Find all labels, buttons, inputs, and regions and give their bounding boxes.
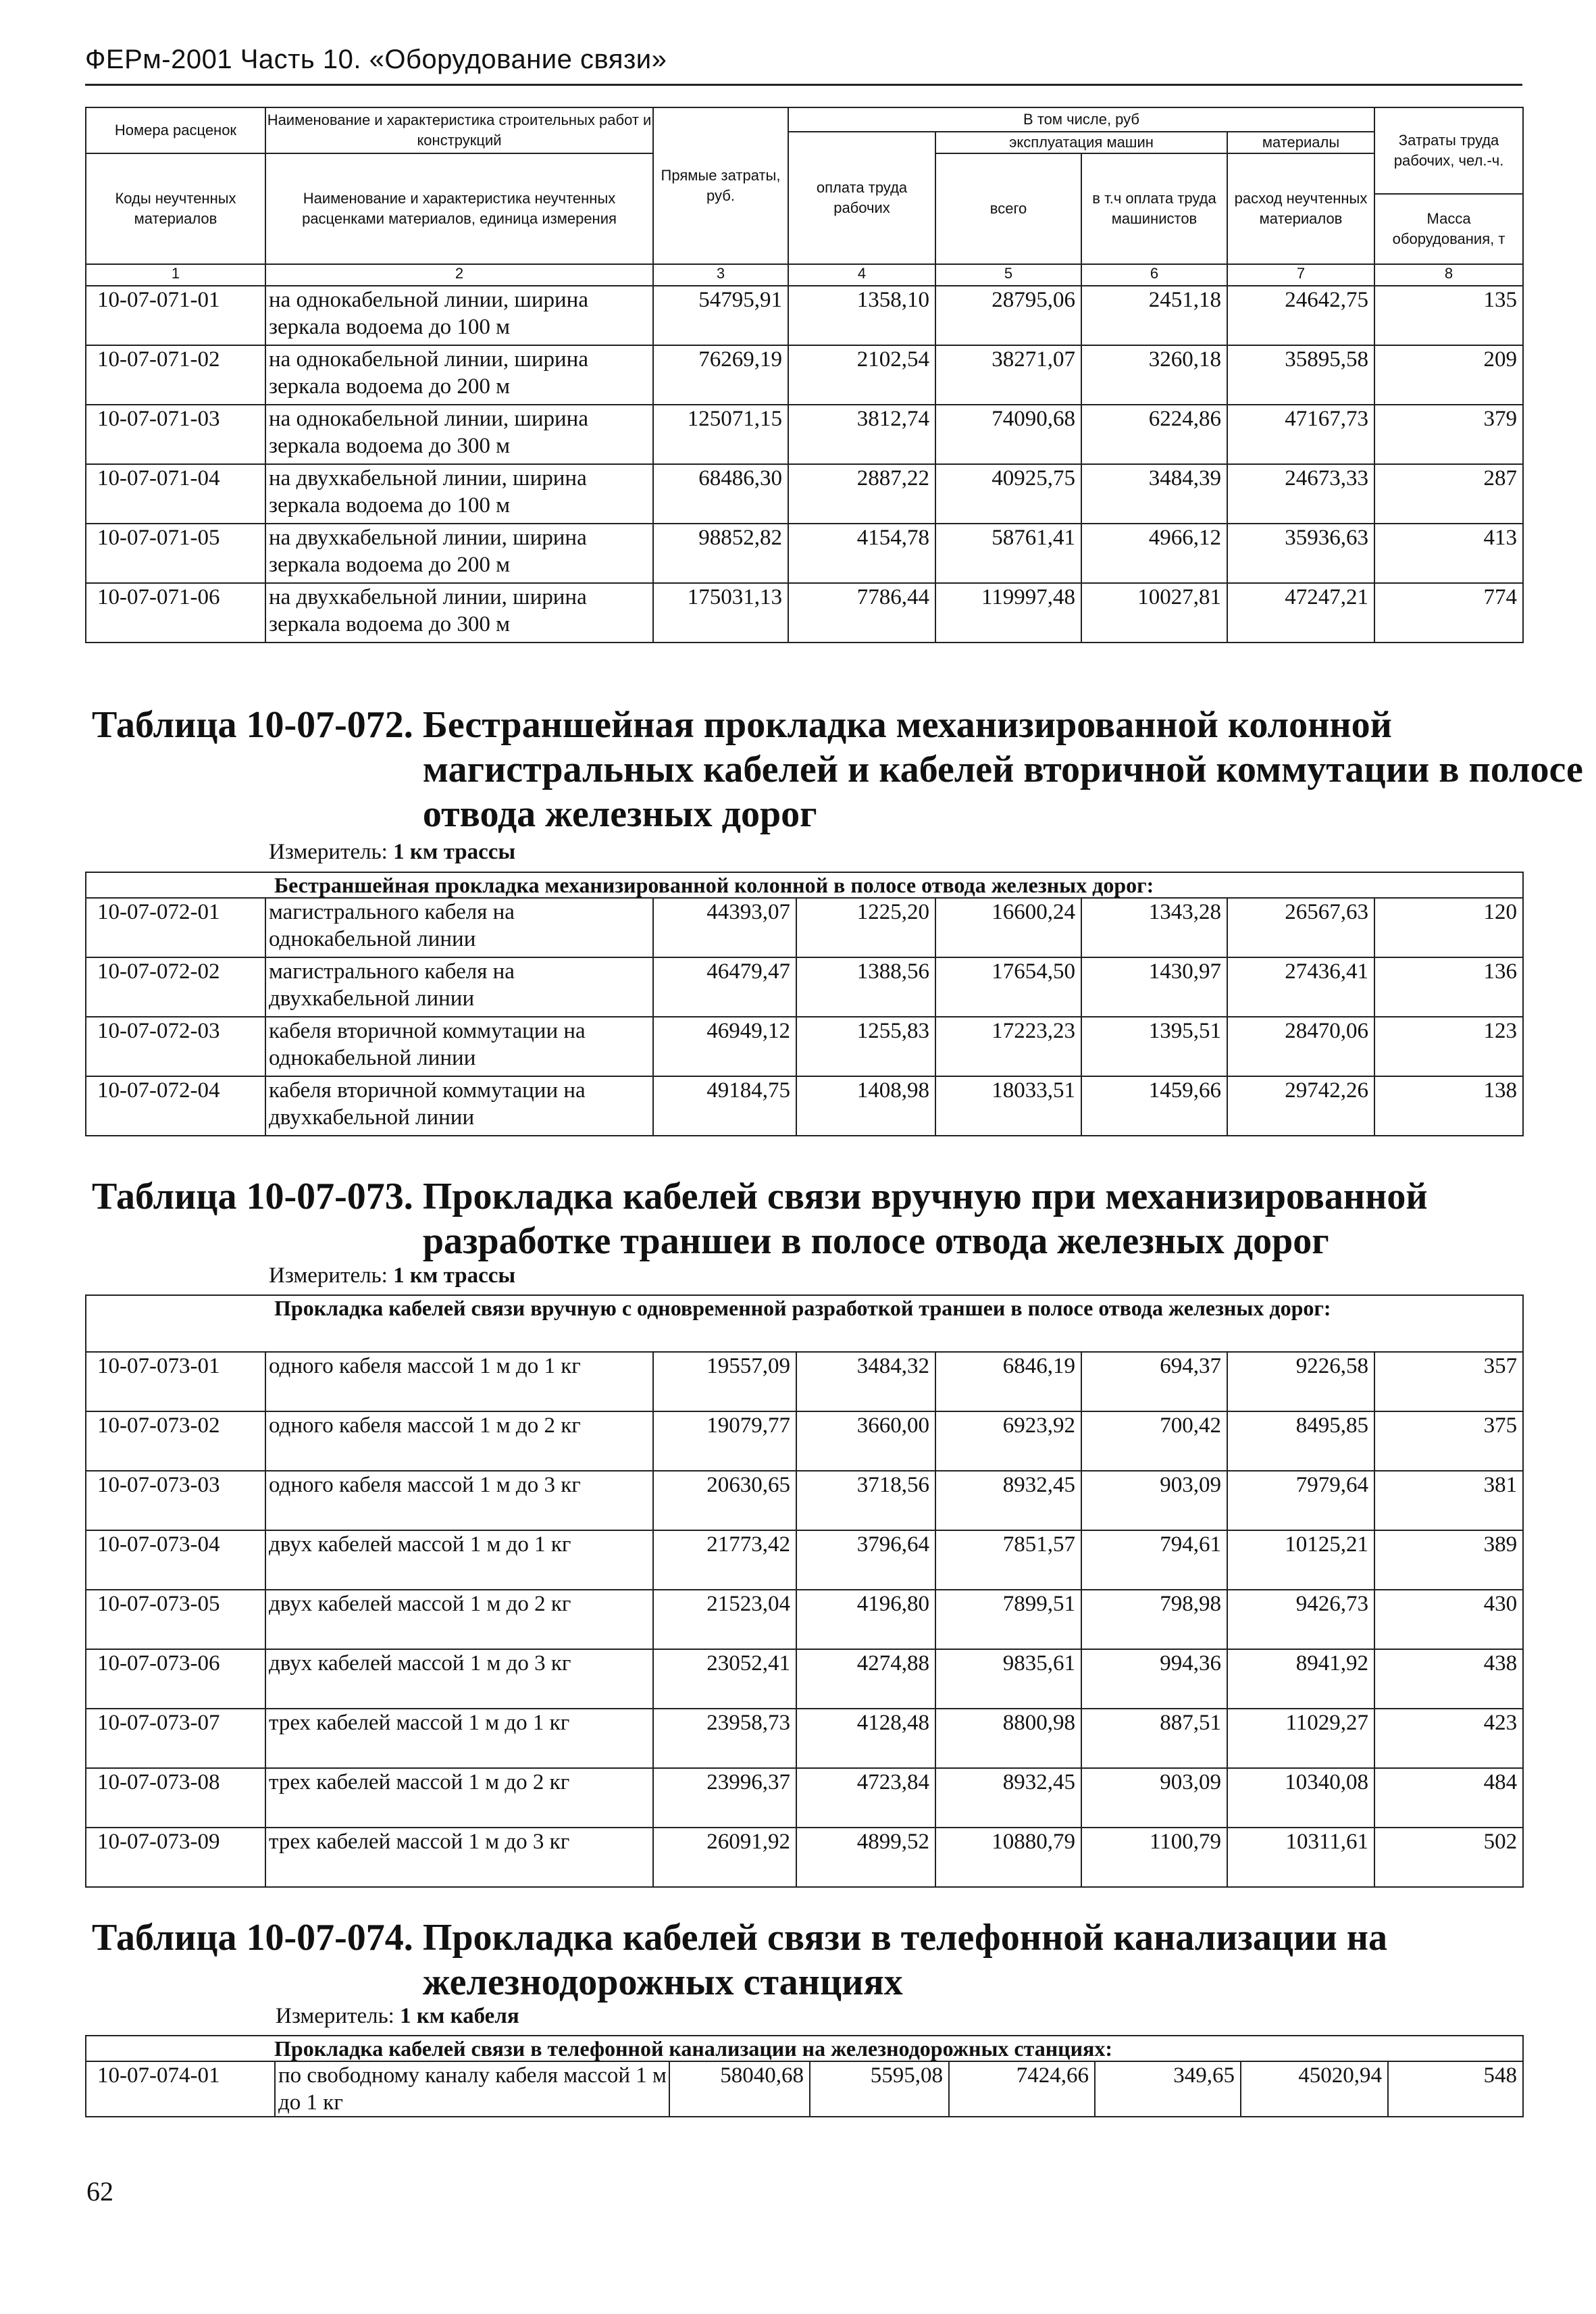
col-machines: эксплуатация машин <box>935 132 1227 153</box>
work-name: на однокабельной линии, ширина зеркала водоема до 300 м <box>265 405 653 464</box>
machines-total: 119997,48 <box>935 583 1081 643</box>
materials-cost: 29742,26 <box>1227 1076 1374 1136</box>
machinist-pay: 794,61 <box>1081 1530 1227 1590</box>
machinist-pay: 700,42 <box>1081 1411 1227 1471</box>
labor-pay: 4154,78 <box>788 524 935 583</box>
materials-cost: 7979,64 <box>1227 1471 1374 1530</box>
machinist-pay: 903,09 <box>1081 1471 1227 1530</box>
rate-code: 10-07-071-01 <box>86 286 265 345</box>
direct-cost: 26091,92 <box>653 1828 796 1887</box>
direct-cost: 175031,13 <box>653 583 788 643</box>
labor-hours: 502 <box>1374 1828 1523 1887</box>
labor-pay: 4128,48 <box>796 1709 935 1768</box>
labor-pay: 2887,22 <box>788 464 935 524</box>
direct-cost: 68486,30 <box>653 464 788 524</box>
machines-total: 40925,75 <box>935 464 1081 524</box>
col-name-mats: Наименование и характеристика неучтенных расценками материалов, единица измерения <box>265 153 653 264</box>
machines-total: 10880,79 <box>935 1828 1081 1887</box>
work-name: по свободному каналу кабеля массой 1 м до 1 кг <box>275 2061 669 2117</box>
machines-total: 6846,19 <box>935 1352 1081 1411</box>
labor-pay: 3812,74 <box>788 405 935 464</box>
labor-pay: 5595,08 <box>810 2061 949 2117</box>
labor-pay: 2102,54 <box>788 345 935 405</box>
direct-cost: 49184,75 <box>653 1076 796 1136</box>
meter-value: 1 км кабеля <box>400 2004 519 2028</box>
col-mass: Масса оборудования, т <box>1374 194 1523 264</box>
labor-hours: 287 <box>1374 464 1523 524</box>
table-074-title-number: Таблица 10-07-074. <box>92 1917 413 1959</box>
materials-cost: 35895,58 <box>1227 345 1374 405</box>
table-row <box>86 286 1523 345</box>
direct-cost: 76269,19 <box>653 345 788 405</box>
machinist-pay: 1430,97 <box>1081 957 1227 1017</box>
column-number: 4 <box>788 264 935 286</box>
direct-cost: 21773,42 <box>653 1530 796 1590</box>
machinist-pay: 1343,28 <box>1081 898 1227 957</box>
rate-code: 10-07-071-03 <box>86 405 265 464</box>
table-row <box>86 1017 1523 1076</box>
rate-code: 10-07-072-02 <box>86 957 265 1017</box>
rate-code: 10-07-073-02 <box>86 1411 265 1471</box>
rate-code: 10-07-071-05 <box>86 524 265 583</box>
col-total: всего <box>935 153 1081 264</box>
materials-cost: 9226,58 <box>1227 1352 1374 1411</box>
table-073-title-number: Таблица 10-07-073. <box>92 1176 413 1217</box>
table-row <box>86 464 1523 524</box>
labor-hours: 423 <box>1374 1709 1523 1768</box>
labor-hours: 484 <box>1374 1768 1523 1828</box>
table-073 <box>85 1294 1524 1888</box>
table-row <box>86 1352 1523 1411</box>
labor-hours: 138 <box>1374 1076 1523 1136</box>
table-072 <box>85 872 1524 1136</box>
work-name: магистрального кабеля на однокабельной линии <box>265 898 653 957</box>
table-row <box>86 1590 1523 1649</box>
table-row <box>86 1530 1523 1590</box>
machinist-pay: 994,36 <box>1081 1649 1227 1709</box>
direct-cost: 46479,47 <box>653 957 796 1017</box>
direct-cost: 46949,12 <box>653 1017 796 1076</box>
direct-cost: 125071,15 <box>653 405 788 464</box>
rate-code: 10-07-073-03 <box>86 1471 265 1530</box>
table-row <box>86 957 1523 1017</box>
direct-cost: 23052,41 <box>653 1649 796 1709</box>
materials-cost: 10311,61 <box>1227 1828 1374 1887</box>
meter-label: Измеритель: <box>276 2004 394 2028</box>
table-074-meter <box>276 2004 519 2029</box>
machinist-pay: 1395,51 <box>1081 1017 1227 1076</box>
rate-code: 10-07-073-06 <box>86 1649 265 1709</box>
machinist-pay: 887,51 <box>1081 1709 1227 1768</box>
machinist-pay: 1459,66 <box>1081 1076 1227 1136</box>
labor-hours: 430 <box>1374 1590 1523 1649</box>
labor-hours: 438 <box>1374 1649 1523 1709</box>
direct-cost: 54795,91 <box>653 286 788 345</box>
work-name: на двухкабельной линии, ширина зеркала водоема до 100 м <box>265 464 653 524</box>
direct-cost: 23958,73 <box>653 1709 796 1768</box>
machines-total: 16600,24 <box>935 898 1081 957</box>
rate-code: 10-07-071-04 <box>86 464 265 524</box>
machinist-pay: 4966,12 <box>1081 524 1227 583</box>
labor-hours: 375 <box>1374 1411 1523 1471</box>
table-072-meter <box>269 840 515 865</box>
work-name: одного кабеля массой 1 м до 2 кг <box>265 1411 653 1471</box>
materials-cost: 9426,73 <box>1227 1590 1374 1649</box>
machines-total: 58761,41 <box>935 524 1081 583</box>
labor-hours: 389 <box>1374 1530 1523 1590</box>
machinist-pay: 349,65 <box>1095 2061 1241 2117</box>
table-row <box>86 345 1523 405</box>
work-name: магистрального кабеля на двухкабельной линии <box>265 957 653 1017</box>
work-name: двух кабелей массой 1 м до 1 кг <box>265 1530 653 1590</box>
labor-pay: 3484,32 <box>796 1352 935 1411</box>
table-row <box>86 1768 1523 1828</box>
rate-code: 10-07-073-07 <box>86 1709 265 1768</box>
table-row <box>86 1709 1523 1768</box>
rate-code: 10-07-073-04 <box>86 1530 265 1590</box>
machinist-pay: 6224,86 <box>1081 405 1227 464</box>
machinist-pay: 903,09 <box>1081 1768 1227 1828</box>
machines-total: 8932,45 <box>935 1471 1081 1530</box>
labor-pay: 7786,44 <box>788 583 935 643</box>
table-073-title-text: Прокладка кабелей связи вручную при механизированной разработке траншеи в полосе отвода железных дорог <box>422 1176 1428 1262</box>
table-073-title <box>92 1174 1585 1263</box>
table-073-subheading: Прокладка кабелей связи вручную с одновременной разработкой траншеи в полосе отвода железных дорог: <box>86 1295 1523 1352</box>
work-name: одного кабеля массой 1 м до 1 кг <box>265 1352 653 1411</box>
machines-total: 9835,61 <box>935 1649 1081 1709</box>
column-numbers-row <box>86 264 1523 286</box>
direct-cost: 98852,82 <box>653 524 788 583</box>
column-number: 6 <box>1081 264 1227 286</box>
materials-cost: 24673,33 <box>1227 464 1374 524</box>
rate-code: 10-07-073-01 <box>86 1352 265 1411</box>
page-header: ФЕРм-2001 Часть 10. «Оборудование связи» <box>85 45 667 74</box>
work-name: двух кабелей массой 1 м до 3 кг <box>265 1649 653 1709</box>
machines-total: 38271,07 <box>935 345 1081 405</box>
machines-total: 18033,51 <box>935 1076 1081 1136</box>
rate-code: 10-07-073-08 <box>86 1768 265 1828</box>
labor-pay: 4899,52 <box>796 1828 935 1887</box>
work-name: на двухкабельной линии, ширина зеркала водоема до 300 м <box>265 583 653 643</box>
machinist-pay: 3484,39 <box>1081 464 1227 524</box>
direct-cost: 19557,09 <box>653 1352 796 1411</box>
table-row <box>86 1649 1523 1709</box>
labor-hours: 379 <box>1374 405 1523 464</box>
table-row <box>86 405 1523 464</box>
rate-code: 10-07-072-01 <box>86 898 265 957</box>
col-codes: Коды неучтенных материалов <box>86 153 265 264</box>
table-row <box>86 1411 1523 1471</box>
machines-total: 74090,68 <box>935 405 1081 464</box>
work-name: на двухкабельной линии, ширина зеркала водоема до 200 м <box>265 524 653 583</box>
labor-pay: 3718,56 <box>796 1471 935 1530</box>
labor-hours: 381 <box>1374 1471 1523 1530</box>
table-row <box>86 524 1523 583</box>
labor-pay: 1255,83 <box>796 1017 935 1076</box>
table-074-subheading: Прокладка кабелей связи в телефонной канализации на железнодорожных станциях: <box>86 2036 1523 2061</box>
direct-cost: 19079,77 <box>653 1411 796 1471</box>
machines-total: 7424,66 <box>949 2061 1095 2117</box>
materials-cost: 47167,73 <box>1227 405 1374 464</box>
labor-hours: 136 <box>1374 957 1523 1017</box>
labor-pay: 4723,84 <box>796 1768 935 1828</box>
table-row <box>86 1828 1523 1887</box>
labor-hours: 413 <box>1374 524 1523 583</box>
labor-pay: 3796,64 <box>796 1530 935 1590</box>
table-072-subheading: Бестраншейная прокладка механизированной колонной в полосе отвода железных дорог: <box>86 872 1523 898</box>
work-name: на однокабельной линии, ширина зеркала водоема до 200 м <box>265 345 653 405</box>
column-number: 2 <box>265 264 653 286</box>
rate-code: 10-07-072-04 <box>86 1076 265 1136</box>
col-name-works: Наименование и характеристика строительных работ и конструкций <box>265 107 653 153</box>
table-074-title-text: Прокладка кабелей связи в телефонной канализации на железнодорожных станциях <box>422 1917 1387 2003</box>
meter-label: Измеритель: <box>269 1263 388 1288</box>
col-num-rates: Номера расценок <box>86 107 265 153</box>
direct-cost: 23996,37 <box>653 1768 796 1828</box>
materials-cost: 8941,92 <box>1227 1649 1374 1709</box>
machinist-pay: 2451,18 <box>1081 286 1227 345</box>
rate-code: 10-07-073-05 <box>86 1590 265 1649</box>
machinist-pay: 10027,81 <box>1081 583 1227 643</box>
work-name: кабеля вторичной коммутации на однокабельной линии <box>265 1017 653 1076</box>
col-consumption: расход неучтенных материалов <box>1227 153 1374 264</box>
table-row <box>86 898 1523 957</box>
machinist-pay: 694,37 <box>1081 1352 1227 1411</box>
table-row <box>86 1471 1523 1530</box>
labor-pay: 4274,88 <box>796 1649 935 1709</box>
labor-pay: 3660,00 <box>796 1411 935 1471</box>
header-rule <box>85 84 1522 86</box>
materials-cost: 45020,94 <box>1241 2061 1388 2117</box>
direct-cost: 20630,65 <box>653 1471 796 1530</box>
machines-total: 7899,51 <box>935 1590 1081 1649</box>
work-name: кабеля вторичной коммутации на двухкабельной линии <box>265 1076 653 1136</box>
work-name: трех кабелей массой 1 м до 3 кг <box>265 1828 653 1887</box>
table-row <box>86 2061 1523 2117</box>
table-073-meter <box>269 1263 515 1288</box>
materials-cost: 11029,27 <box>1227 1709 1374 1768</box>
work-name: на однокабельной линии, ширина зеркала водоема до 100 м <box>265 286 653 345</box>
work-name: одного кабеля массой 1 м до 3 кг <box>265 1471 653 1530</box>
machinist-pay: 798,98 <box>1081 1590 1227 1649</box>
rate-code: 10-07-073-09 <box>86 1828 265 1887</box>
labor-pay: 1225,20 <box>796 898 935 957</box>
table-072-title-text: Бестраншейная прокладка механизированной колонной магистральных кабелей и кабелей вторичной коммутации в полосе отвода железных дорог <box>422 704 1583 835</box>
work-name: двух кабелей массой 1 м до 2 кг <box>265 1590 653 1649</box>
col-incl: В том числе, руб <box>788 107 1374 132</box>
machines-total: 17223,23 <box>935 1017 1081 1076</box>
direct-cost: 44393,07 <box>653 898 796 957</box>
materials-cost: 47247,21 <box>1227 583 1374 643</box>
materials-cost: 24642,75 <box>1227 286 1374 345</box>
table-072-title <box>92 703 1585 836</box>
labor-hours: 123 <box>1374 1017 1523 1076</box>
machines-total: 8932,45 <box>935 1768 1081 1828</box>
direct-cost: 21523,04 <box>653 1590 796 1649</box>
col-pay: оплата труда рабочих <box>788 132 935 264</box>
labor-pay: 1388,56 <box>796 957 935 1017</box>
page-number: 62 <box>86 2176 113 2207</box>
labor-hours: 548 <box>1388 2061 1523 2117</box>
materials-cost: 35936,63 <box>1227 524 1374 583</box>
rate-code: 10-07-071-06 <box>86 583 265 643</box>
col-labor: Затраты труда рабочих, чел.-ч. <box>1374 107 1523 194</box>
machines-total: 7851,57 <box>935 1530 1081 1590</box>
meter-label: Измеритель: <box>269 840 388 864</box>
meter-value: 1 км трассы <box>393 840 516 864</box>
labor-pay: 1358,10 <box>788 286 935 345</box>
column-number: 7 <box>1227 264 1374 286</box>
materials-cost: 8495,85 <box>1227 1411 1374 1471</box>
machines-total: 8800,98 <box>935 1709 1081 1768</box>
column-number: 8 <box>1374 264 1523 286</box>
machinist-pay: 3260,18 <box>1081 345 1227 405</box>
rate-code: 10-07-074-01 <box>86 2061 275 2117</box>
labor-hours: 209 <box>1374 345 1523 405</box>
rate-code: 10-07-071-02 <box>86 345 265 405</box>
labor-pay: 4196,80 <box>796 1590 935 1649</box>
labor-hours: 120 <box>1374 898 1523 957</box>
table-072-title-number: Таблица 10-07-072. <box>92 704 413 746</box>
machinist-pay: 1100,79 <box>1081 1828 1227 1887</box>
materials-cost: 28470,06 <box>1227 1017 1374 1076</box>
labor-hours: 774 <box>1374 583 1523 643</box>
materials-cost: 27436,41 <box>1227 957 1374 1017</box>
materials-cost: 10340,08 <box>1227 1768 1374 1828</box>
rate-code: 10-07-072-03 <box>86 1017 265 1076</box>
work-name: трех кабелей массой 1 м до 2 кг <box>265 1768 653 1828</box>
column-number: 3 <box>653 264 788 286</box>
direct-cost: 58040,68 <box>669 2061 810 2117</box>
table-row <box>86 583 1523 643</box>
materials-cost: 26567,63 <box>1227 898 1374 957</box>
table-row <box>86 1076 1523 1136</box>
column-number: 5 <box>935 264 1081 286</box>
meter-value: 1 км трассы <box>393 1263 516 1288</box>
machines-total: 17654,50 <box>935 957 1081 1017</box>
machines-total: 28795,06 <box>935 286 1081 345</box>
labor-hours: 357 <box>1374 1352 1523 1411</box>
labor-hours: 135 <box>1374 286 1523 345</box>
table-074 <box>85 2035 1524 2117</box>
col-direct: Прямые затраты, руб. <box>653 107 788 264</box>
table-074-title <box>92 1915 1585 2005</box>
machines-total: 6923,92 <box>935 1411 1081 1471</box>
work-name: трех кабелей массой 1 м до 1 кг <box>265 1709 653 1768</box>
col-materials: материалы <box>1227 132 1374 153</box>
col-incl-pay: в т.ч оплата труда машинистов <box>1081 153 1227 264</box>
materials-cost: 10125,21 <box>1227 1530 1374 1590</box>
table-071 <box>85 107 1524 643</box>
labor-pay: 1408,98 <box>796 1076 935 1136</box>
column-number: 1 <box>86 264 265 286</box>
